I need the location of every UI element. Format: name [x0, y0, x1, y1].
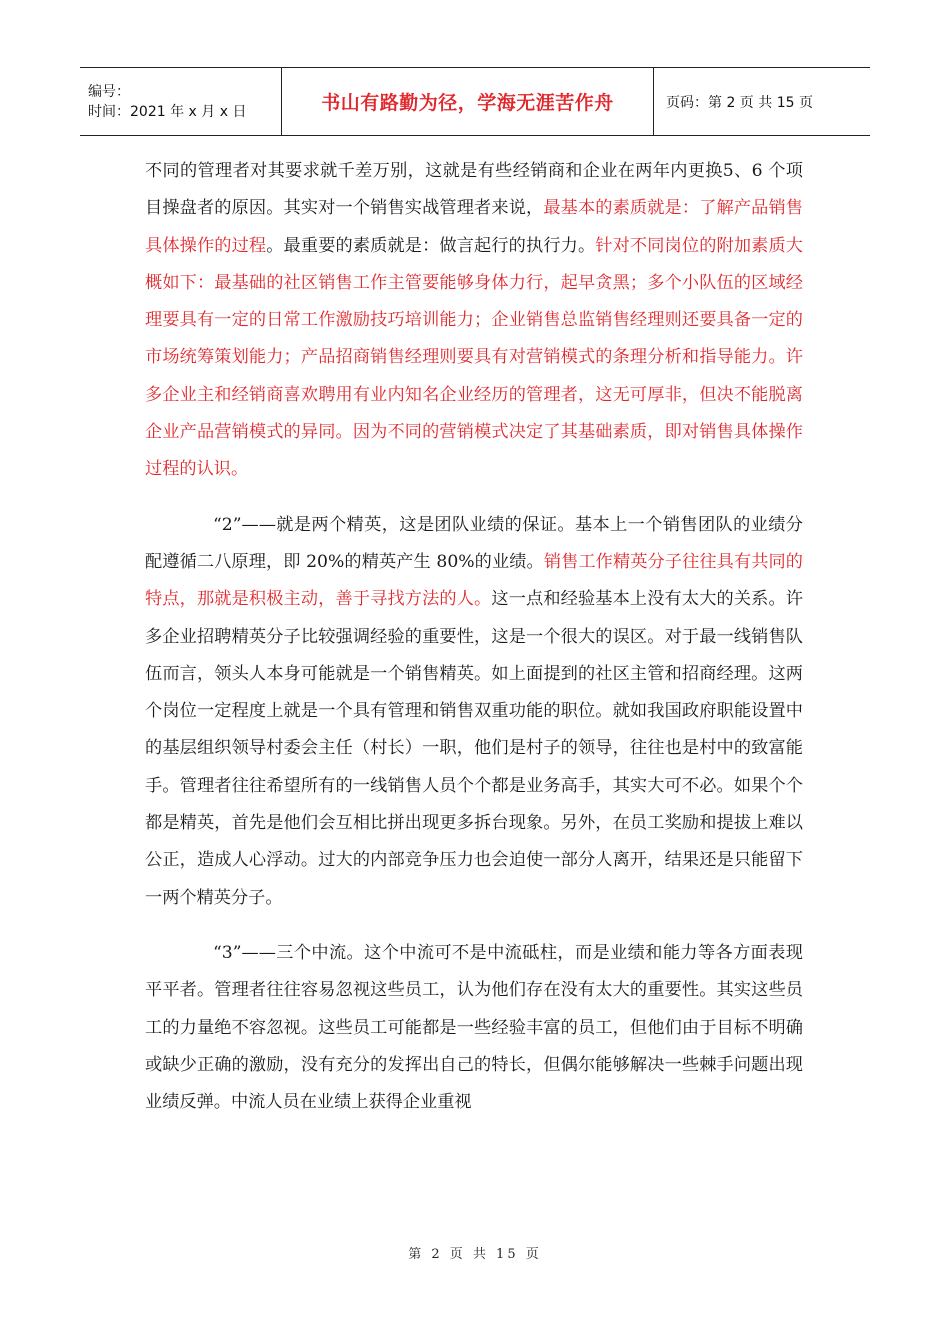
paragraph-3: [145, 935, 803, 1121]
highlighted-text-segment: 最基本的素质就是：了解产品销售具体操作的过程: [145, 198, 803, 256]
highlighted-text-segment: 销售工作精英分子往往具有共同的特点，那就是积极主动，善于寻找方法的人。: [145, 551, 803, 610]
text-segment: 。最重要的素质就是：做言起行的执行力。: [266, 235, 596, 256]
highlighted-text-segment: 针对不同岗位的附加素质大概如下：最基础的社区销售工作主管要能够身体力行，起早贪黑；多个小队伍的区域经理要具有一定的日常工作激励技巧培训能力；企业销售总监销售经理则还要具备一定的市场统筹策划能力；产品招商销售经理则要具有对营销模式的条理分析和指导能力。许多企业主和经销商喜欢聘用有业内知名企业经历的管理者，这无可厚非，但决不能脱离企业产品营销模式的异同。因为不同的营销模式决定了其基础素质，即对销售具体操作过程的认识。: [145, 235, 803, 480]
paragraph-1: [145, 153, 803, 489]
header-motto: 书山有路勤为径，学海无涯苦作舟: [282, 68, 654, 135]
document-body: [145, 153, 803, 1121]
page-header: [80, 67, 870, 136]
document-number-label: 编号：: [88, 83, 130, 100]
document-date-label: 时间：2021 年 x 月 x 日: [88, 103, 247, 120]
page-footer: 第 2 页 共 15 页: [408, 1247, 542, 1262]
text-segment: “2”——就是两个精英，这是团队业绩的保证。基本上一个销售团队的业绩分配遵循二八原理，即 20%的精英产生 80%的业绩。: [145, 514, 803, 572]
text-segment: 这一点和经验基本上没有太大的关系。许多企业招聘精英分子比较强调经验的重要性，这是一个很大的误区。对于最一线销售队伍而言，领头人本身可能就是一个销售精英。如上面提到的社区主管和招商经理。这两个岗位一定程度上就是一个具有管理和销售双重功能的职位。就如我国政府职能设置中的基层组织领导村委会主任（村长）一职，他们是村子的领导，往往也是村中的致富能手。管理者往往希望所有的一线销售人员个个都是业务高手，其实大可不必。如果个个都是精英，首先是他们会互相比拼出现更多拆台现象。另外，在员工奖励和提拔上难以公正，造成人心浮动。过大的内部竞争压力也会迫使一部分人离开，结果还是只能留下一两个精英分子。: [145, 589, 803, 908]
header-page-info: 页码：第 2 页 共 15 页: [666, 94, 813, 111]
text-segment: 不同的管理者对其要求就千差万别，这就是有些经销商和企业在两年内更换5、6 个项目操盘者的原因。其实对一个销售实战管理者来说，: [145, 161, 803, 219]
paragraph-2: [145, 507, 803, 917]
header-meta: [80, 68, 282, 135]
text-segment: “3”——三个中流。这个中流可不是中流砥柱，而是业绩和能力等各方面表现平平者。管理者往往容易忽视这些员工，认为他们存在没有太大的重要性。其实这些员工的力量绝不容忽视。这些员工可能都是一些经验丰富的员工，但他们由于目标不明确或缺少正确的激励，没有充分的发挥出自己的特长，但偶尔能够解决一些棘手问题出现业绩反弹。中流人员在业绩上获得企业重视: [145, 942, 803, 1113]
